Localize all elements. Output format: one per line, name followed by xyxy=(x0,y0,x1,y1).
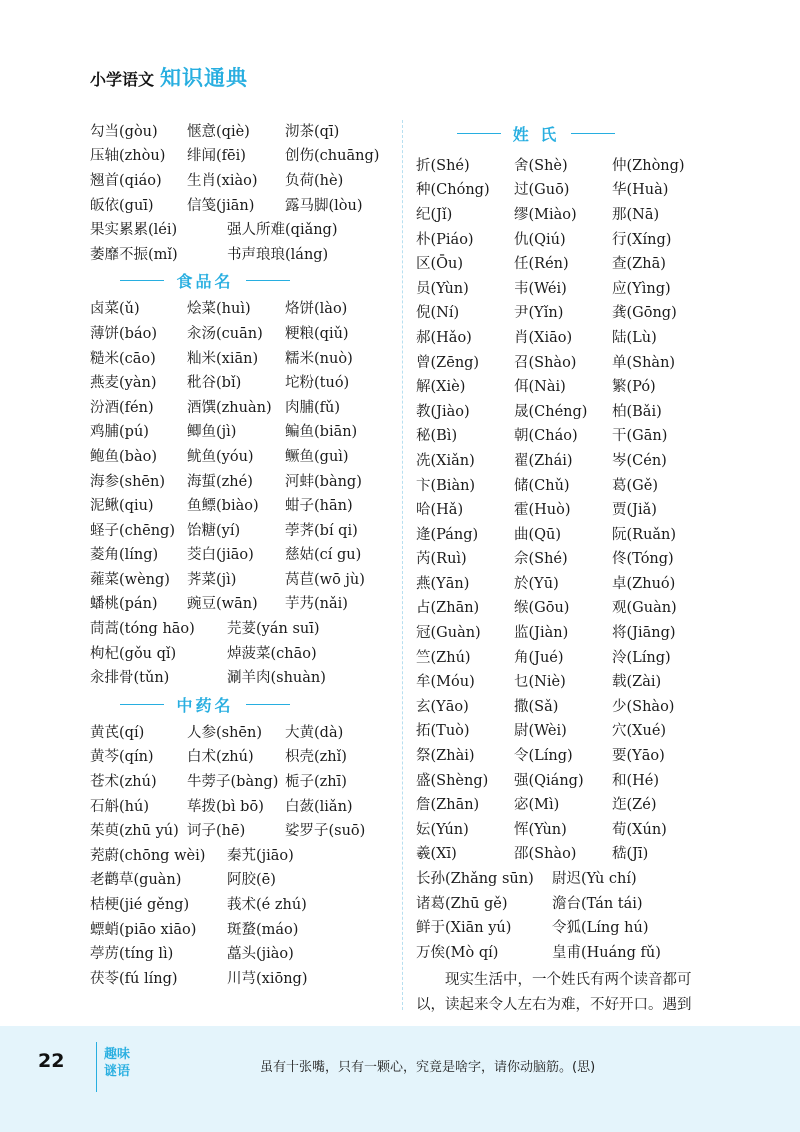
word-entry: 勾当(gòu) xyxy=(90,123,158,140)
word-entry: 老鹳草(guàn) xyxy=(90,872,182,889)
word-entry: 佟(Tóng) xyxy=(612,551,674,568)
page-header xyxy=(90,62,248,92)
word-row xyxy=(90,419,390,444)
word-entry: 尉迟(Yù chí) xyxy=(552,871,637,888)
word-row xyxy=(90,394,390,419)
word-row xyxy=(416,693,716,718)
word-row xyxy=(90,566,390,591)
word-entry: 强人所难(qiǎng) xyxy=(227,222,338,239)
word-entry: 黄芩(qín) xyxy=(90,749,154,766)
word-entry: 荠菜(jì) xyxy=(187,571,237,588)
word-row xyxy=(90,817,390,842)
word-entry: 观(Guàn) xyxy=(612,600,677,617)
word-row xyxy=(416,324,716,349)
word-row xyxy=(90,517,390,542)
word-entry: 应(Yìng) xyxy=(612,280,671,297)
word-entry: 茱萸(zhū yú) xyxy=(90,823,179,840)
word-entry: 鱼鳔(biào) xyxy=(187,498,259,515)
word-entry: 令(Líng) xyxy=(514,748,573,765)
word-entry: 芫荽(yán suī) xyxy=(227,621,320,638)
word-row xyxy=(416,177,716,202)
word-entry: 曾(Zēng) xyxy=(416,354,480,371)
word-row xyxy=(416,767,716,792)
medicine-word-pairs xyxy=(90,842,390,990)
word-entry: 荀(Xún) xyxy=(612,821,667,838)
word-row xyxy=(416,546,716,571)
word-entry: 召(Shào) xyxy=(514,354,577,371)
word-entry: 肖(Xiāo) xyxy=(514,329,573,346)
word-row xyxy=(416,816,716,841)
word-row xyxy=(90,492,390,517)
word-entry: 朝(Cháo) xyxy=(514,428,578,445)
riddle-label xyxy=(104,1046,130,1080)
word-entry: 恽(Yùn) xyxy=(514,821,567,838)
word-entry: 海参(shēn) xyxy=(90,473,166,490)
word-entry: 乜(Niè) xyxy=(514,674,566,691)
word-entry: 卞(Biàn) xyxy=(416,477,476,494)
riddle-label-line1: 趣味 xyxy=(104,1047,131,1062)
word-row xyxy=(90,891,390,916)
food-words xyxy=(90,296,390,616)
word-entry: 斑蝥(máo) xyxy=(227,921,299,938)
word-entry: 川芎(xiōng) xyxy=(227,970,308,987)
heading-rule xyxy=(120,280,164,281)
word-entry: 粳粮(qiǔ) xyxy=(285,325,349,342)
word-entry: 泥鳅(qiu) xyxy=(90,498,154,515)
word-entry: 翟(Zhái) xyxy=(514,452,573,469)
misc-word-pairs xyxy=(90,216,390,265)
word-entry: 果实累累(léi) xyxy=(90,222,178,239)
word-entry: 万俟(Mò qí) xyxy=(416,944,499,961)
word-row xyxy=(90,793,390,818)
word-entry: 秦艽(jiāo) xyxy=(227,847,294,864)
word-entry: 折(Shé) xyxy=(416,157,470,174)
word-entry: 仇(Qiú) xyxy=(514,231,566,248)
heading-rule xyxy=(120,704,164,705)
word-row xyxy=(416,275,716,300)
word-row xyxy=(416,423,716,448)
word-entry: 阮(Ruǎn) xyxy=(612,526,677,543)
word-entry: 竺(Zhú) xyxy=(416,649,471,666)
word-entry: 尹(Yǐn) xyxy=(514,305,564,322)
word-entry: 阿胶(ē) xyxy=(227,872,276,889)
word-row xyxy=(416,472,716,497)
word-entry: 茯苓(fú líng) xyxy=(90,970,178,987)
word-row xyxy=(90,940,390,965)
word-entry: 枳壳(zhǐ) xyxy=(285,749,347,766)
page-footer xyxy=(0,1026,800,1132)
word-row xyxy=(416,226,716,251)
word-entry: 妘(Yún) xyxy=(416,821,469,838)
word-entry: 鲫鱼(jì) xyxy=(187,424,237,441)
word-entry: 鳊鱼(biān) xyxy=(285,424,358,441)
word-entry: 舍(Shè) xyxy=(514,157,568,174)
word-entry: 诸葛(Zhū gě) xyxy=(416,895,508,912)
misc-words xyxy=(90,118,390,216)
word-entry: 强(Qiáng) xyxy=(514,772,584,789)
word-row xyxy=(416,447,716,472)
word-row xyxy=(416,373,716,398)
word-row xyxy=(90,320,390,345)
heading-rule xyxy=(246,280,290,281)
right-column xyxy=(416,118,716,1018)
word-row xyxy=(90,842,390,867)
word-row xyxy=(90,965,390,990)
word-entry: 藠头(jiào) xyxy=(227,946,294,963)
left-column xyxy=(90,118,390,990)
word-entry: 占(Zhān) xyxy=(416,600,480,617)
word-entry: 单(Shàn) xyxy=(612,354,676,371)
word-entry: 白蔹(liǎn) xyxy=(285,798,353,815)
word-row xyxy=(90,640,390,665)
word-row xyxy=(416,742,716,767)
word-row xyxy=(90,664,390,689)
word-entry: 於(Yū) xyxy=(514,575,559,592)
word-entry: 秘(Bì) xyxy=(416,428,458,445)
word-row xyxy=(90,118,390,143)
word-entry: 迮(Zé) xyxy=(612,797,657,814)
word-row xyxy=(416,865,716,890)
word-entry: 白术(zhú) xyxy=(187,749,254,766)
word-entry: 莪术(é zhú) xyxy=(227,897,307,914)
word-row xyxy=(416,398,716,423)
word-entry: 鸡脯(pú) xyxy=(90,424,149,441)
word-entry: 霍(Huò) xyxy=(514,502,571,519)
riddle-label-line2: 谜语 xyxy=(104,1064,131,1079)
word-entry: 哈(Hǎ) xyxy=(416,502,464,519)
word-entry: 涮羊肉(shuàn) xyxy=(227,670,326,687)
word-row xyxy=(416,250,716,275)
word-row xyxy=(90,719,390,744)
word-row xyxy=(90,916,390,941)
word-entry: 鲍鱼(bào) xyxy=(90,448,157,465)
word-entry: 韦(Wéi) xyxy=(514,280,567,297)
word-entry: 生肖(xiào) xyxy=(187,172,258,189)
word-row xyxy=(90,369,390,394)
word-entry: 籼米(xiān) xyxy=(187,350,259,367)
word-entry: 嵇(Jī) xyxy=(612,846,649,863)
word-entry: 岑(Cén) xyxy=(612,452,667,469)
word-entry: 皈依(guī) xyxy=(90,197,154,214)
word-entry: 烙饼(lào) xyxy=(285,301,348,318)
word-entry: 负荷(hè) xyxy=(285,172,344,189)
word-entry: 羲(Xī) xyxy=(416,846,457,863)
heading-rule xyxy=(571,133,615,134)
word-entry: 玄(Yāo) xyxy=(416,698,469,715)
word-entry: 黄芪(qí) xyxy=(90,724,145,741)
word-row xyxy=(416,496,716,521)
word-entry: 露马脚(lòu) xyxy=(285,197,363,214)
word-entry: 沏茶(qī) xyxy=(285,123,340,140)
word-entry: 郝(Hǎo) xyxy=(416,329,472,346)
word-row xyxy=(416,619,716,644)
word-entry: 载(Zài) xyxy=(612,674,662,691)
word-entry: 焯菠菜(chāo) xyxy=(227,645,317,662)
word-entry: 尉(Wèi) xyxy=(514,723,567,740)
word-entry: 茼蒿(tóng hāo) xyxy=(90,621,195,638)
word-entry: 倪(Ní) xyxy=(416,305,460,322)
word-entry: 信笺(jiān) xyxy=(187,197,255,214)
medicine-words xyxy=(90,719,390,842)
word-entry: 任(Rén) xyxy=(514,256,569,273)
word-entry: 荜拨(bì bō) xyxy=(187,798,264,815)
word-entry: 要(Yāo) xyxy=(612,748,665,765)
section-heading-surname xyxy=(416,118,656,148)
word-entry: 燕麦(yàn) xyxy=(90,375,157,392)
word-entry: 解(Xiè) xyxy=(416,379,466,396)
word-entry: 河蚌(bàng) xyxy=(285,473,362,490)
word-entry: 荸荠(bí qi) xyxy=(285,522,358,539)
word-entry: 茭白(jiāo) xyxy=(187,547,254,564)
surname-paragraph: 现实生活中，一个姓氏有两个读音都可以，读起来令人左右为难，不好开口。遇到 xyxy=(416,971,692,1013)
word-entry: 陆(Lù) xyxy=(612,329,657,346)
section-heading-food xyxy=(90,266,320,296)
word-entry: 诃子(hē) xyxy=(187,823,246,840)
word-entry: 晟(Chéng) xyxy=(514,403,588,420)
word-entry: 螵蛸(piāo xiāo) xyxy=(90,921,197,938)
word-entry: 秕谷(bǐ) xyxy=(187,375,242,392)
word-row xyxy=(90,216,390,241)
word-entry: 皇甫(Huáng fǔ) xyxy=(552,944,661,961)
word-entry: 汆排骨(tǔn) xyxy=(90,670,170,687)
word-entry: 牛蒡子(bàng) xyxy=(187,774,279,791)
word-row xyxy=(90,591,390,616)
word-entry: 薄饼(báo) xyxy=(90,325,157,342)
word-entry: 盛(Shèng) xyxy=(416,772,489,789)
word-row xyxy=(416,890,716,915)
word-entry: 卤菜(ǔ) xyxy=(90,301,140,318)
word-entry: 冠(Guàn) xyxy=(416,625,481,642)
word-entry: 祭(Zhài) xyxy=(416,748,475,765)
word-entry: 人参(shēn) xyxy=(187,724,263,741)
word-row xyxy=(416,521,716,546)
word-entry: 澹台(Tán tái) xyxy=(552,895,643,912)
word-entry: 缪(Miào) xyxy=(514,206,577,223)
word-row xyxy=(90,867,390,892)
word-entry: 仲(Zhòng) xyxy=(612,157,685,174)
word-entry: 饴糖(yí) xyxy=(187,522,241,539)
word-row xyxy=(416,300,716,325)
word-entry: 坨粉(tuó) xyxy=(285,375,350,392)
word-entry: 鳜鱼(guì) xyxy=(285,448,349,465)
word-entry: 蛏子(chēng) xyxy=(90,522,175,539)
word-entry: 龚(Gōng) xyxy=(612,305,677,322)
word-entry: 汾酒(fén) xyxy=(90,399,154,416)
word-entry: 穴(Xué) xyxy=(612,723,667,740)
word-row xyxy=(90,192,390,217)
section-heading-medicine xyxy=(90,689,320,719)
word-row xyxy=(90,468,390,493)
word-entry: 曲(Qū) xyxy=(514,526,562,543)
word-entry: 邵(Shào) xyxy=(514,846,577,863)
word-entry: 泠(Líng) xyxy=(612,649,671,666)
word-entry: 酒馔(zhuàn) xyxy=(187,399,272,416)
word-entry: 莴苣(wō jù) xyxy=(285,571,365,588)
word-row xyxy=(416,201,716,226)
word-entry: 海蜇(zhé) xyxy=(187,473,253,490)
word-entry: 烩菜(huì) xyxy=(187,301,251,318)
word-row xyxy=(416,939,716,964)
word-entry: 监(Jiàn) xyxy=(514,625,569,642)
word-entry: 汆汤(cuān) xyxy=(187,325,263,342)
word-entry: 枸杞(gǒu qǐ) xyxy=(90,645,177,662)
word-entry: 萎靡不振(mǐ) xyxy=(90,246,178,263)
word-entry: 过(Guō) xyxy=(514,182,570,199)
word-row xyxy=(90,345,390,370)
word-entry: 蕹菜(wèng) xyxy=(90,571,170,588)
heading-rule xyxy=(246,704,290,705)
word-entry: 糙米(cāo) xyxy=(90,350,156,367)
footer-divider xyxy=(96,1042,97,1092)
word-entry: 芮(Ruì) xyxy=(416,551,467,568)
word-entry: 苍术(zhú) xyxy=(90,774,157,791)
word-row xyxy=(416,570,716,595)
word-entry: 令狐(Líng hú) xyxy=(552,920,649,937)
book-title: 知识通典 xyxy=(160,66,249,90)
word-entry: 储(Chǔ) xyxy=(514,477,570,494)
word-row xyxy=(416,841,716,866)
word-row xyxy=(416,349,716,374)
column-divider xyxy=(402,120,403,1010)
word-entry: 撒(Sǎ) xyxy=(514,698,559,715)
surname-words xyxy=(416,152,716,865)
word-entry: 牟(Móu) xyxy=(416,674,475,691)
word-entry: 蟠桃(pán) xyxy=(90,596,158,613)
word-row xyxy=(416,595,716,620)
word-entry: 缑(Gōu) xyxy=(514,600,570,617)
word-entry: 柏(Bǎi) xyxy=(612,403,662,420)
word-entry: 卓(Zhuó) xyxy=(612,575,676,592)
word-entry: 石斛(hú) xyxy=(90,798,149,815)
word-entry: 茺蔚(chōng wèi) xyxy=(90,847,206,864)
word-entry: 葶苈(tíng lì) xyxy=(90,946,174,963)
book-subtitle: 小学语文 xyxy=(90,70,155,89)
word-row xyxy=(416,644,716,669)
word-entry: 员(Yùn) xyxy=(416,280,469,297)
word-entry: 鲜于(Xiān yú) xyxy=(416,920,512,937)
word-entry: 菱角(líng) xyxy=(90,547,159,564)
word-entry: 大黄(dà) xyxy=(285,724,344,741)
word-entry: 詹(Zhān) xyxy=(416,797,480,814)
word-entry: 种(Chóng) xyxy=(416,182,490,199)
section-title-food: 食品名 xyxy=(176,272,234,292)
word-entry: 教(Jiào) xyxy=(416,403,470,420)
word-row xyxy=(90,167,390,192)
word-entry: 贾(Jiǎ) xyxy=(612,502,657,519)
riddle-text: 虽有十张嘴，只有一颗心，究竟是啥字，请你动脑筋。(思) xyxy=(260,1060,596,1075)
word-entry: 区(Ōu) xyxy=(416,256,464,273)
word-row xyxy=(416,152,716,177)
word-row xyxy=(90,143,390,168)
word-entry: 那(Nā) xyxy=(612,206,660,223)
word-entry: 糯米(nuò) xyxy=(285,350,353,367)
word-entry: 逄(Páng) xyxy=(416,526,479,543)
word-entry: 繁(Pó) xyxy=(612,379,656,396)
word-entry: 冼(Xiǎn) xyxy=(416,452,475,469)
word-entry: 佘(Shé) xyxy=(514,551,568,568)
word-entry: 娑罗子(suō) xyxy=(285,823,366,840)
word-row xyxy=(416,914,716,939)
word-entry: 纪(Jǐ) xyxy=(416,206,453,223)
word-entry: 芋艿(nǎi) xyxy=(285,596,348,613)
word-entry: 翘首(qiáo) xyxy=(90,172,162,189)
word-entry: 长孙(Zhǎng sūn) xyxy=(416,871,534,888)
word-entry: 书声琅琅(láng) xyxy=(227,246,329,263)
word-row xyxy=(90,768,390,793)
word-entry: 行(Xíng) xyxy=(612,231,672,248)
word-row xyxy=(90,542,390,567)
section-title-surname: 姓 氏 xyxy=(512,124,560,144)
word-entry: 和(Hé) xyxy=(612,772,660,789)
word-entry: 干(Gān) xyxy=(612,428,668,445)
word-entry: 惬意(qiè) xyxy=(187,123,250,140)
word-entry: 华(Huà) xyxy=(612,182,669,199)
word-entry: 绯闻(fēi) xyxy=(187,148,246,165)
word-entry: 拓(Tuò) xyxy=(416,723,470,740)
word-entry: 栀子(zhī) xyxy=(285,774,347,791)
word-entry: 肉脯(fǔ) xyxy=(285,399,341,416)
word-entry: 鱿鱼(yóu) xyxy=(187,448,254,465)
word-row xyxy=(416,718,716,743)
word-entry: 将(Jiāng) xyxy=(612,625,676,642)
word-entry: 角(Jué) xyxy=(514,649,564,666)
surname-word-pairs xyxy=(416,865,716,963)
word-entry: 桔梗(jié gěng) xyxy=(90,897,190,914)
word-entry: 宓(Mì) xyxy=(514,797,560,814)
word-row xyxy=(90,615,390,640)
word-row xyxy=(416,791,716,816)
word-entry: 创伤(chuāng) xyxy=(285,148,380,165)
page-number: 22 xyxy=(38,1050,65,1072)
word-entry: 压轴(zhòu) xyxy=(90,148,166,165)
word-entry: 燕(Yān) xyxy=(416,575,470,592)
word-entry: 少(Shào) xyxy=(612,698,675,715)
word-row xyxy=(90,744,390,769)
word-row xyxy=(90,296,390,321)
section-title-medicine: 中药名 xyxy=(176,695,234,715)
word-row xyxy=(90,443,390,468)
word-row xyxy=(90,241,390,266)
heading-rule xyxy=(457,133,501,134)
word-entry: 豌豆(wān) xyxy=(187,596,258,613)
word-entry: 佴(Nài) xyxy=(514,379,566,396)
word-entry: 葛(Gě) xyxy=(612,477,658,494)
word-entry: 慈姑(cí gu) xyxy=(285,547,362,564)
food-word-pairs xyxy=(90,615,390,689)
word-entry: 朴(Piáo) xyxy=(416,231,474,248)
word-row xyxy=(416,668,716,693)
word-entry: 蚶子(hān) xyxy=(285,498,353,515)
word-entry: 查(Zhā) xyxy=(612,256,666,273)
